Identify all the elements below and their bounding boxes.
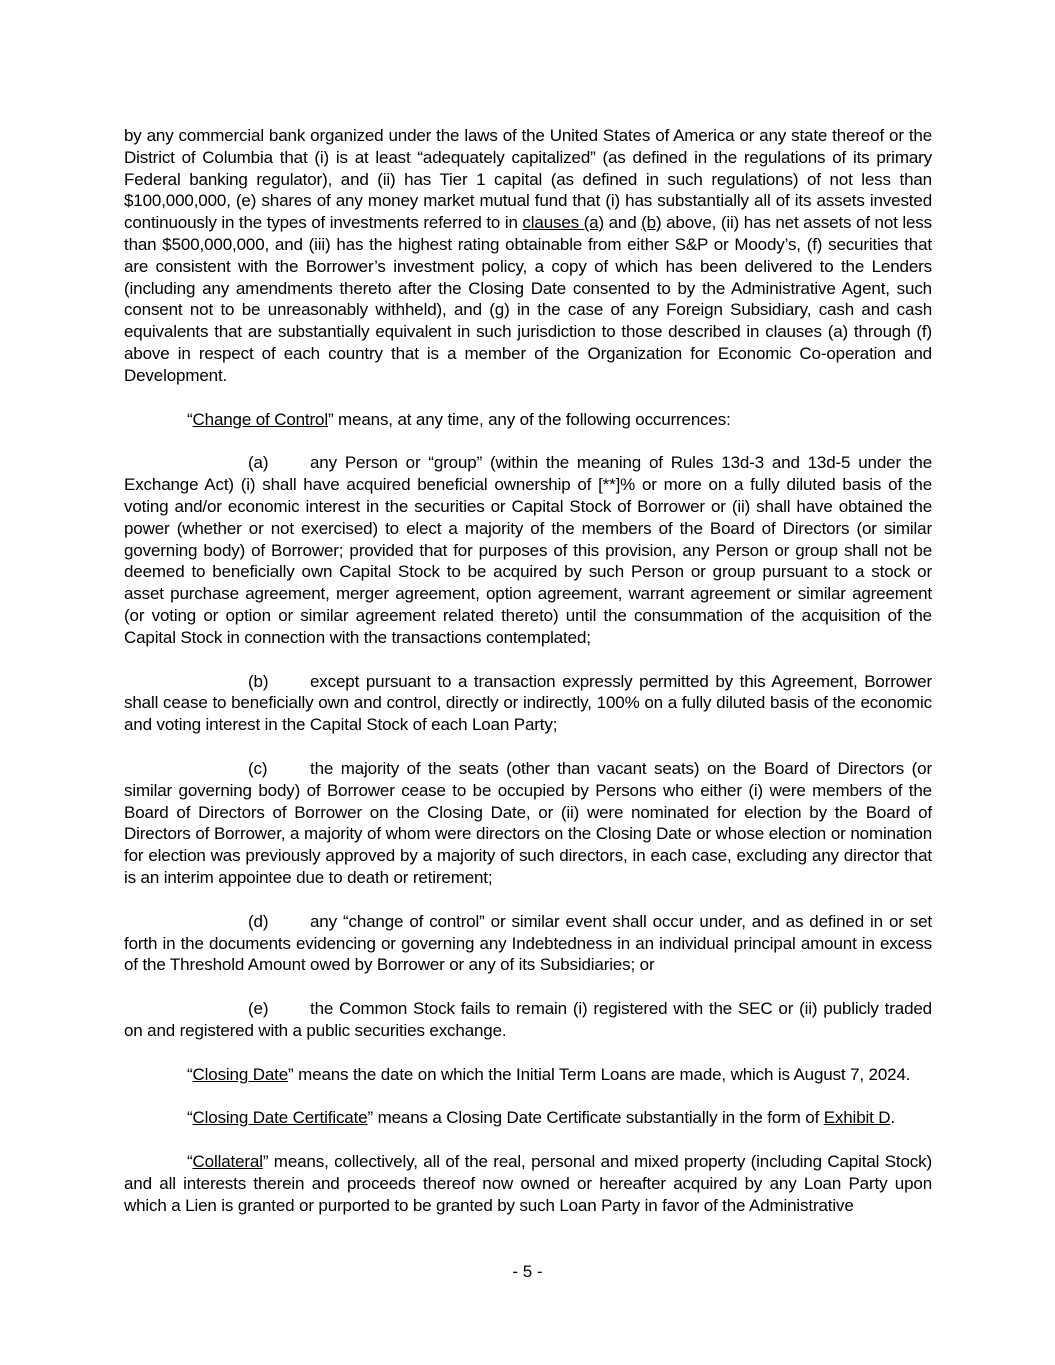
definition-collateral: “Collateral” means, collectively, all of the real, personal and mixed property (including Capital Stock) and all interests therein and proceeds thereof now owned or hereafter acquired by any Loan Party upon which a Lien is granted or purported to be granted by such Loan Party in favor of the Administrative xyxy=(124,1152,932,1215)
intro-paragraph: by any commercial bank organized under the laws of the United States of America or any state thereof or the District of Columbia that (i) is at least “adequately capitalized” (as defined in the regulations of its primary Federal banking regulator), and (ii) has Tier 1 capital (as defined in such regulations) of not less than $100,000,000, (e) shares of any money market mutual fund that (i) has substantially all of its assets invested continuously in the types of investments referred to in clauses (a) and (b) above, (ii) has net assets of not less than $500,000,000, and (iii) has the highest rating obtainable from either S&P or Moody’s, (f) securities that are consistent with the Borrower’s investment policy, a copy of which has been delivered to the Lenders (including any amendments thereto after the Closing Date consented to by the Administrative Agent, such consent not to be unreasonably withheld), and (g) in the case of any Foreign Subsidiary, cash and cash equivalents that are substantially equivalent in such jurisdiction to those described in clauses (a) through (f) above in respect of each country that is a member of the Organization for Economic Co-operation and Development. xyxy=(124,126,932,385)
page-number: - 5 - xyxy=(512,1262,543,1281)
defined-term: Change of Control xyxy=(192,409,328,429)
clause-d: (d) any “change of control” or similar event shall occur under, and as defined in or set forth in the documents evidencing or governing any Indebtedness in an individual principal amount in excess of the Threshold Amount owed by Borrower or any of its Subsidiaries; or xyxy=(124,911,932,975)
clause-label: (e) xyxy=(248,999,269,1019)
clause-c: (c) the majority of the seats (other than vacant seats) on the Board of Directors (or similar governing body) of Borrower cease to be occupied by Persons who either (i) were members of the Board of Directors of Borrower on the Closing Date, or (ii) were nominated for election by the Board of Directors of Borrower, a majority of whom were directors on the Closing Date or whose election or nomination for election was previously approved by a majority of such directors, in each case, excluding any director that is an interim appointee due to death or retirement; xyxy=(124,758,932,887)
defined-term: Closing Date Certificate xyxy=(192,1108,368,1128)
clause-a: (a) any Person or “group” (within the meaning of Rules 13d-3 and 13d-5 under the Exchange Act) (i) shall have acquired beneficial ownership of [**]% or more on a fully diluted basis of the voting and/or economic interest in the securities or Capital Stock of Borrower or (ii) shall have obtained the power (whether or not exercised) to elect a majority of the members of the Board of Directors (or similar governing body) of Borrower; provided that for purposes of this provision, any Person or group shall not be deemed to beneficially own Capital Stock to be acquired by such Person or group pursuant to a stock or asset purchase agreement, merger agreement, option agreement, warrant agreement or similar agreement (or voting or option or similar agreement related thereto) until the consummation of the acquisition of the Capital Stock in connection with the transactions contemplated; xyxy=(124,453,932,647)
defined-term: Closing Date xyxy=(192,1064,289,1084)
definition-change-of-control: “Change of Control” means, at any time, any of the following occurrences: xyxy=(187,409,731,429)
defined-term: Collateral xyxy=(192,1152,263,1172)
clause-e: (e) the Common Stock fails to remain (i) registered with the SEC or (ii) publicly traded on and registered with a public securities exchange. xyxy=(124,999,932,1040)
definition-closing-date: “Closing Date” means the date on which the Initial Term Loans are made, which is August 7, 2024. xyxy=(187,1064,911,1084)
clause-label: (d) xyxy=(248,911,269,931)
clause-label: (a) xyxy=(248,453,269,473)
exhibit-reference: Exhibit D xyxy=(823,1108,891,1128)
clause-label: (c) xyxy=(248,758,268,778)
clause-b-reference: (b) xyxy=(641,213,662,233)
document-body xyxy=(124,125,932,1217)
clause-b: (b) except pursuant to a transaction expressly permitted by this Agreement, Borrower shall cease to beneficially own and control, directly or indirectly, 100% on a fully diluted basis of the economic and voting interest in the Capital Stock of each Loan Party; xyxy=(124,671,932,735)
definition-closing-date-certificate: “Closing Date Certificate” means a Closing Date Certificate substantially in the form of Exhibit D. xyxy=(187,1108,895,1128)
clause-label: (b) xyxy=(248,671,269,691)
clause-a-reference: clauses (a) xyxy=(522,213,604,233)
